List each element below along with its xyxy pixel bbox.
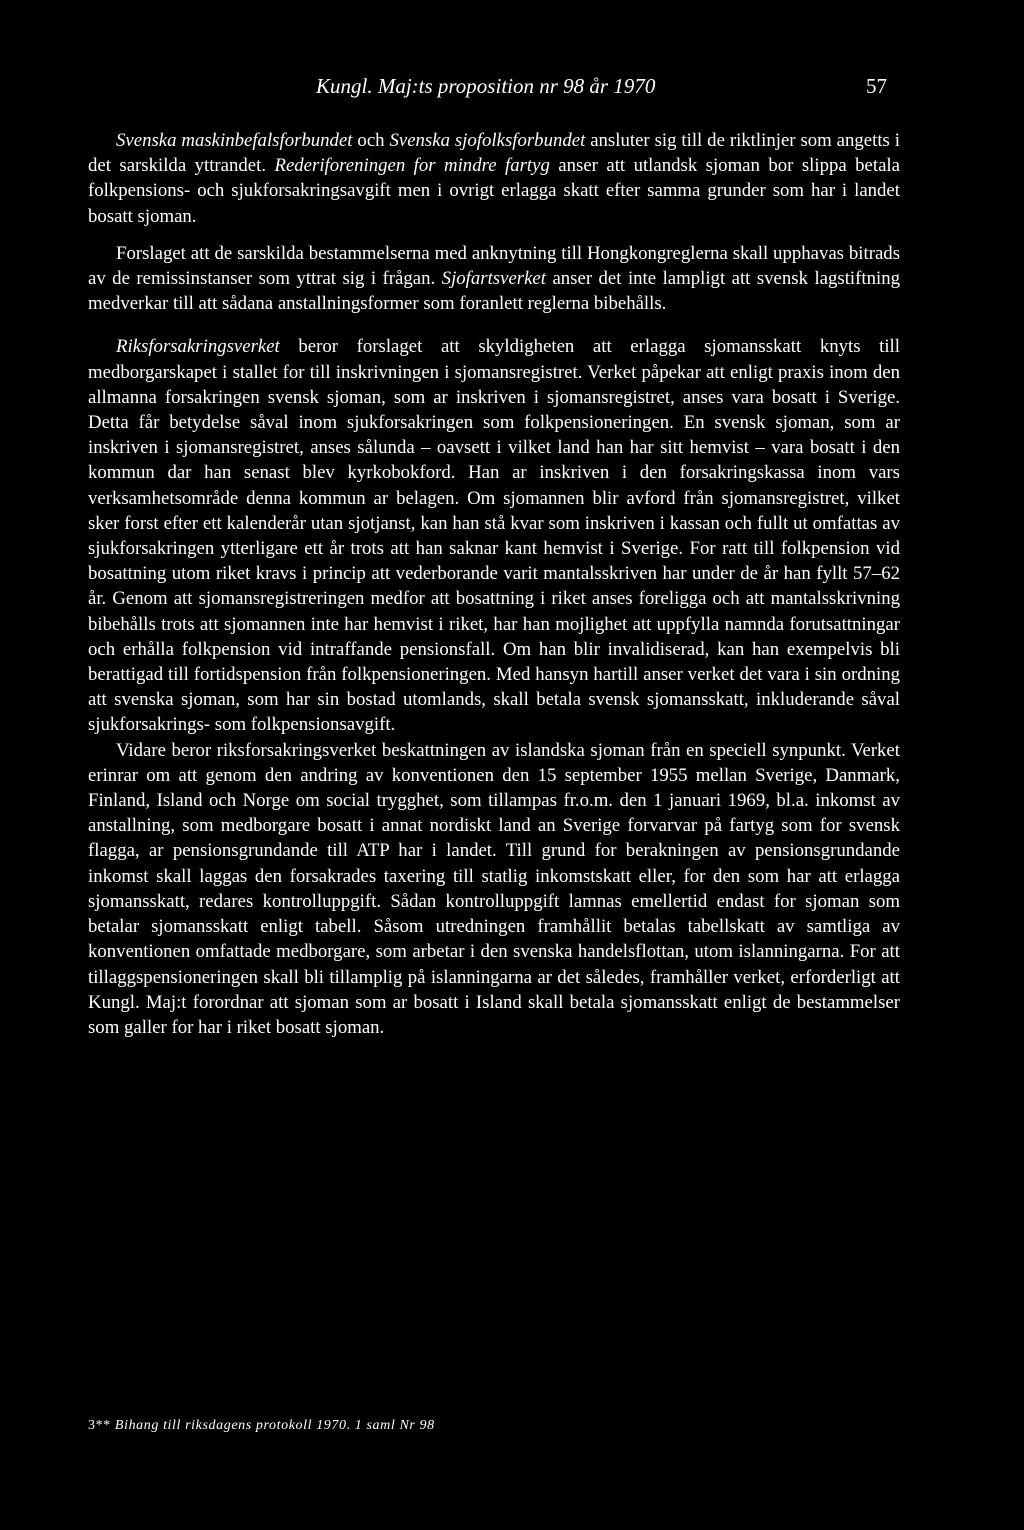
org-name: Sjofartsverket xyxy=(441,268,546,290)
page-header xyxy=(0,74,1024,104)
body-text xyxy=(88,128,900,1040)
page-number: 57 xyxy=(866,74,887,98)
org-name: Svenska maskinbefalsforbundet xyxy=(116,130,353,151)
org-name: Rederiforeningen for mindre fartyg xyxy=(274,155,550,177)
org-name: Svenska sjofolksforbundet xyxy=(389,130,586,151)
footnote-marker: 3** xyxy=(88,1418,111,1433)
paragraph-4 xyxy=(88,738,900,1040)
paragraph-3 xyxy=(88,334,900,737)
text-run: och xyxy=(352,130,390,151)
footnote-text: Bihang till riksdagens protokoll 1970. 1 saml Nr 98 xyxy=(114,1418,435,1433)
text-run: beror forslaget att skyldigheten att erlagga sjomansskatt knyts till medborgarskapet i stallet for till inskrivningen i sjomansregistret. Verket påpekar att enligt praxis inom den allmanna forsakringen svensk sjoman, som ar inskriven i sjomansregistret, anses vara bosatt i Sverige. Detta får betydelse såval inom sjukforsakringen som folkpensioneringen. En svensk sjoman, som ar inskriven i sjomansregistret, anses sålunda – oavsett i vilket land han har sitt hemvist – vara bosatt i den kommun dar han senast blev kyrkobokford. Han ar inskriven i den forsakringskassa inom vars verksamhetsområde denna kommun ar belagen. Om sjomannen blir avford från sjomansregistret, vilket sker forst efter ett kalenderår utan sjotjanst, kan han stå kvar som inskriven i kassan och fullt ut omfattas av sjukforsakringen ytterligare ett år trots att han saknar kant hemvist i Sverige. For ratt till folkpension vid bosattning utom riket kravs i princip att vederborande varit mantalsskriven har under de år han fyllt 57–62 år. Genom att sjomansregistreringen medfor att bosattning i riket anses foreligga och att mantalsskrivning bibehålls trots att sjomannen inte har hemvist i riket, har han mojlighet att uppfylla namnda forutsattningar och erhålla folkpension vid intraffande pensionsfall. Om han blir invalidiserad, kan han exempelvis bli berattigad till fortidspension från folkpensioneringen. Med hansyn hartill anser verket det vara i sin ordning att svenska sjoman, som har sin bostad utomlands, skall betala svensk sjomansskatt, inkluderande såval sjukforsakrings- som folkpensionsavgift. xyxy=(88,336,900,736)
paragraph-1 xyxy=(88,128,900,229)
paragraph-2 xyxy=(88,241,900,317)
text-run: ansluter sig till de riktlinjer som angetts i det sarskilda yttrandet. xyxy=(88,130,900,177)
text-run: anser att utlandsk sjoman bor slippa betala folkpensions- och sjukforsakringsavgift men i ovrigt erlagga skatt efter samma grunder som har i landet bosatt sjoman. xyxy=(88,155,900,227)
footnote xyxy=(88,1418,435,1434)
text-run: Vidare beror riksforsakringsverket beskattningen av islandska sjoman från en speciell synpunkt. Verket erinrar om att genom den andring av konventionen den 15 september 1955 mellan Sverige, Danmark, Finland, Island och Norge om social trygghet, som tillampas fr.o.m. den 1 januari 1969, bl.a. inkomst av anstallning, som medborgare bosatt i annat nordiskt land an Sverige forvarvar på fartyg som for svensk flagga, ar pensionsgrundande till ATP har i landet. Till grund for berakningen av pensionsgrundande inkomst skall laggas den forsakrades taxering till statlig inkomstskatt eller, for den som har att erlagga sjomansskatt, redares kontrolluppgift. Sådan kontrolluppgift lamnas emellertid endast for sjoman som betalar sjomansskatt enligt tabell. Såsom utredningen framhållit betalas tabellskatt av samtliga av konventionen omfattade medborgare, som arbetar i den svenska handelsflottan, utom islanningarna. For att tillaggspensioneringen skall bli tillamplig på islanningarna ar det således, framhåller verket, erforderligt att Kungl. Maj:t forordnar att sjoman som ar bosatt i Island skall betala sjomansskatt enligt de bestammelser som galler for har i riket bosatt sjoman. xyxy=(88,739,900,1038)
page-title: Kungl. Maj:ts proposition nr 98 år 1970 xyxy=(316,74,656,98)
org-name: Riksforsakringsverket xyxy=(116,336,280,358)
text-run: anser det inte lampligt att svensk lagstiftning medverkar till att sådana anstallningsformer som foranlett reglerna bibehålls. xyxy=(88,268,900,315)
text-run: Forslaget att de sarskilda bestammelserna med anknytning till Hongkongreglerna skall upphavas bitrads av de remissinstanser som yttrat sig i frågan. xyxy=(88,242,900,290)
